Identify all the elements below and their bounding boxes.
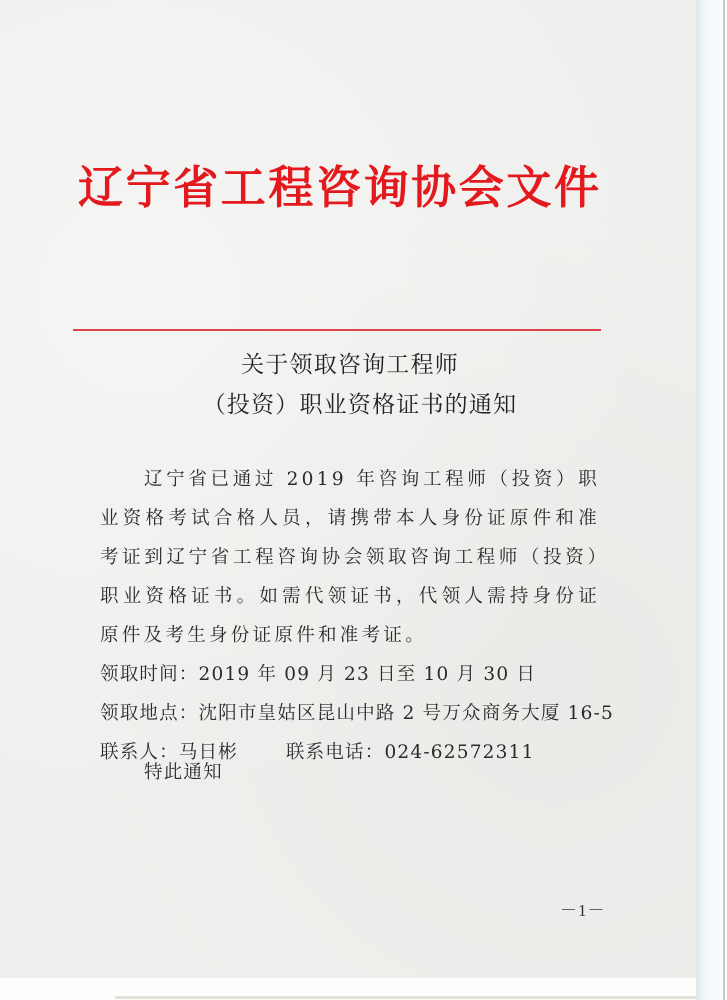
contact-phone-label: 联系电话：	[285, 742, 385, 763]
document-body	[100, 460, 614, 772]
body-paragraph: 辽宁省已通过 2019 年咨询工程师（投资）职业资格考试合格人员，请携带本人身份证原件和准考证到辽宁省工程咨询协会领取咨询工程师（投资）职业资格证书。如需代领证书，代领人需持身份证原件及考生身份证原件和准考证。	[100, 469, 600, 646]
closing-remark: 特此通知	[144, 762, 223, 783]
header-red-rule	[73, 329, 601, 331]
contact-phone-value: 024-62572311	[384, 742, 535, 763]
document-header-title: 辽宁省工程咨询协会文件	[78, 161, 602, 214]
page-number: －1－	[560, 901, 606, 920]
contact-person-label: 联系人：	[100, 742, 179, 763]
subject-line-2: （投资）职业资格证书的通知	[202, 392, 518, 418]
scan-edge-right	[696, 0, 727, 1000]
contact-person-value: 马日彬	[178, 742, 238, 763]
pickup-time-line	[100, 655, 600, 694]
pickup-location-label: 领取地点：	[100, 703, 199, 724]
scan-edge-bottom	[0, 978, 696, 1000]
pickup-time-label: 领取时间：	[100, 664, 199, 685]
pickup-location-line	[100, 694, 614, 733]
pickup-time-value: 2019 年 09 月 23 日至 10 月 30 日	[198, 664, 537, 685]
pickup-location-value: 沈阳市皇姑区昆山中路 2 号万众商务大厦 16-5	[198, 703, 614, 724]
subject-line-1: 关于领取咨询工程师	[241, 352, 459, 378]
